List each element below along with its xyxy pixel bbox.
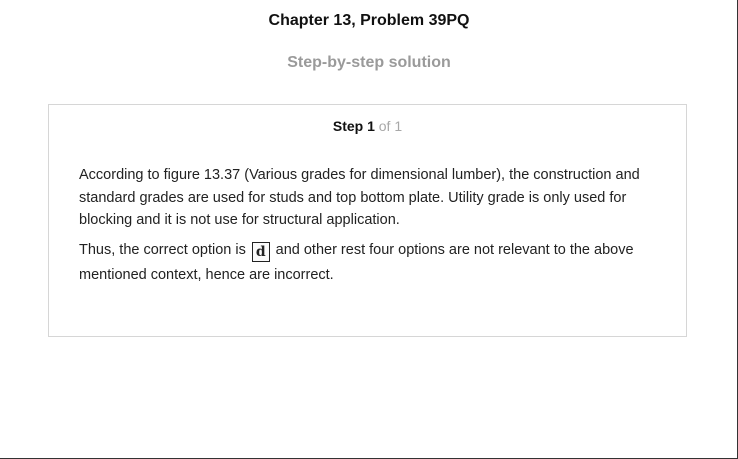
solution-paragraph: According to figure 13.37 (Various grades for dimensional lumber), the construction and standard grades are used for studs and top bottom plate. Utility grade is only used for blocking and it is not use for structural application. <box>79 167 640 228</box>
conclusion-text-after: and other rest four options are not relevant to the above mentioned context, hence are incorrect. <box>79 242 634 283</box>
conclusion-paragraph <box>79 238 649 288</box>
step-count: of 1 <box>378 118 403 134</box>
step-label: Step 1 <box>332 118 375 134</box>
page-subtitle: Step-by-step solution <box>287 54 451 71</box>
page-title: Chapter 13, Problem 39PQ <box>268 12 470 29</box>
solution-card <box>48 104 687 337</box>
answer-box: d <box>252 242 270 262</box>
conclusion-text-before: Thus, the correct option is <box>79 242 246 258</box>
step-header <box>49 118 686 134</box>
